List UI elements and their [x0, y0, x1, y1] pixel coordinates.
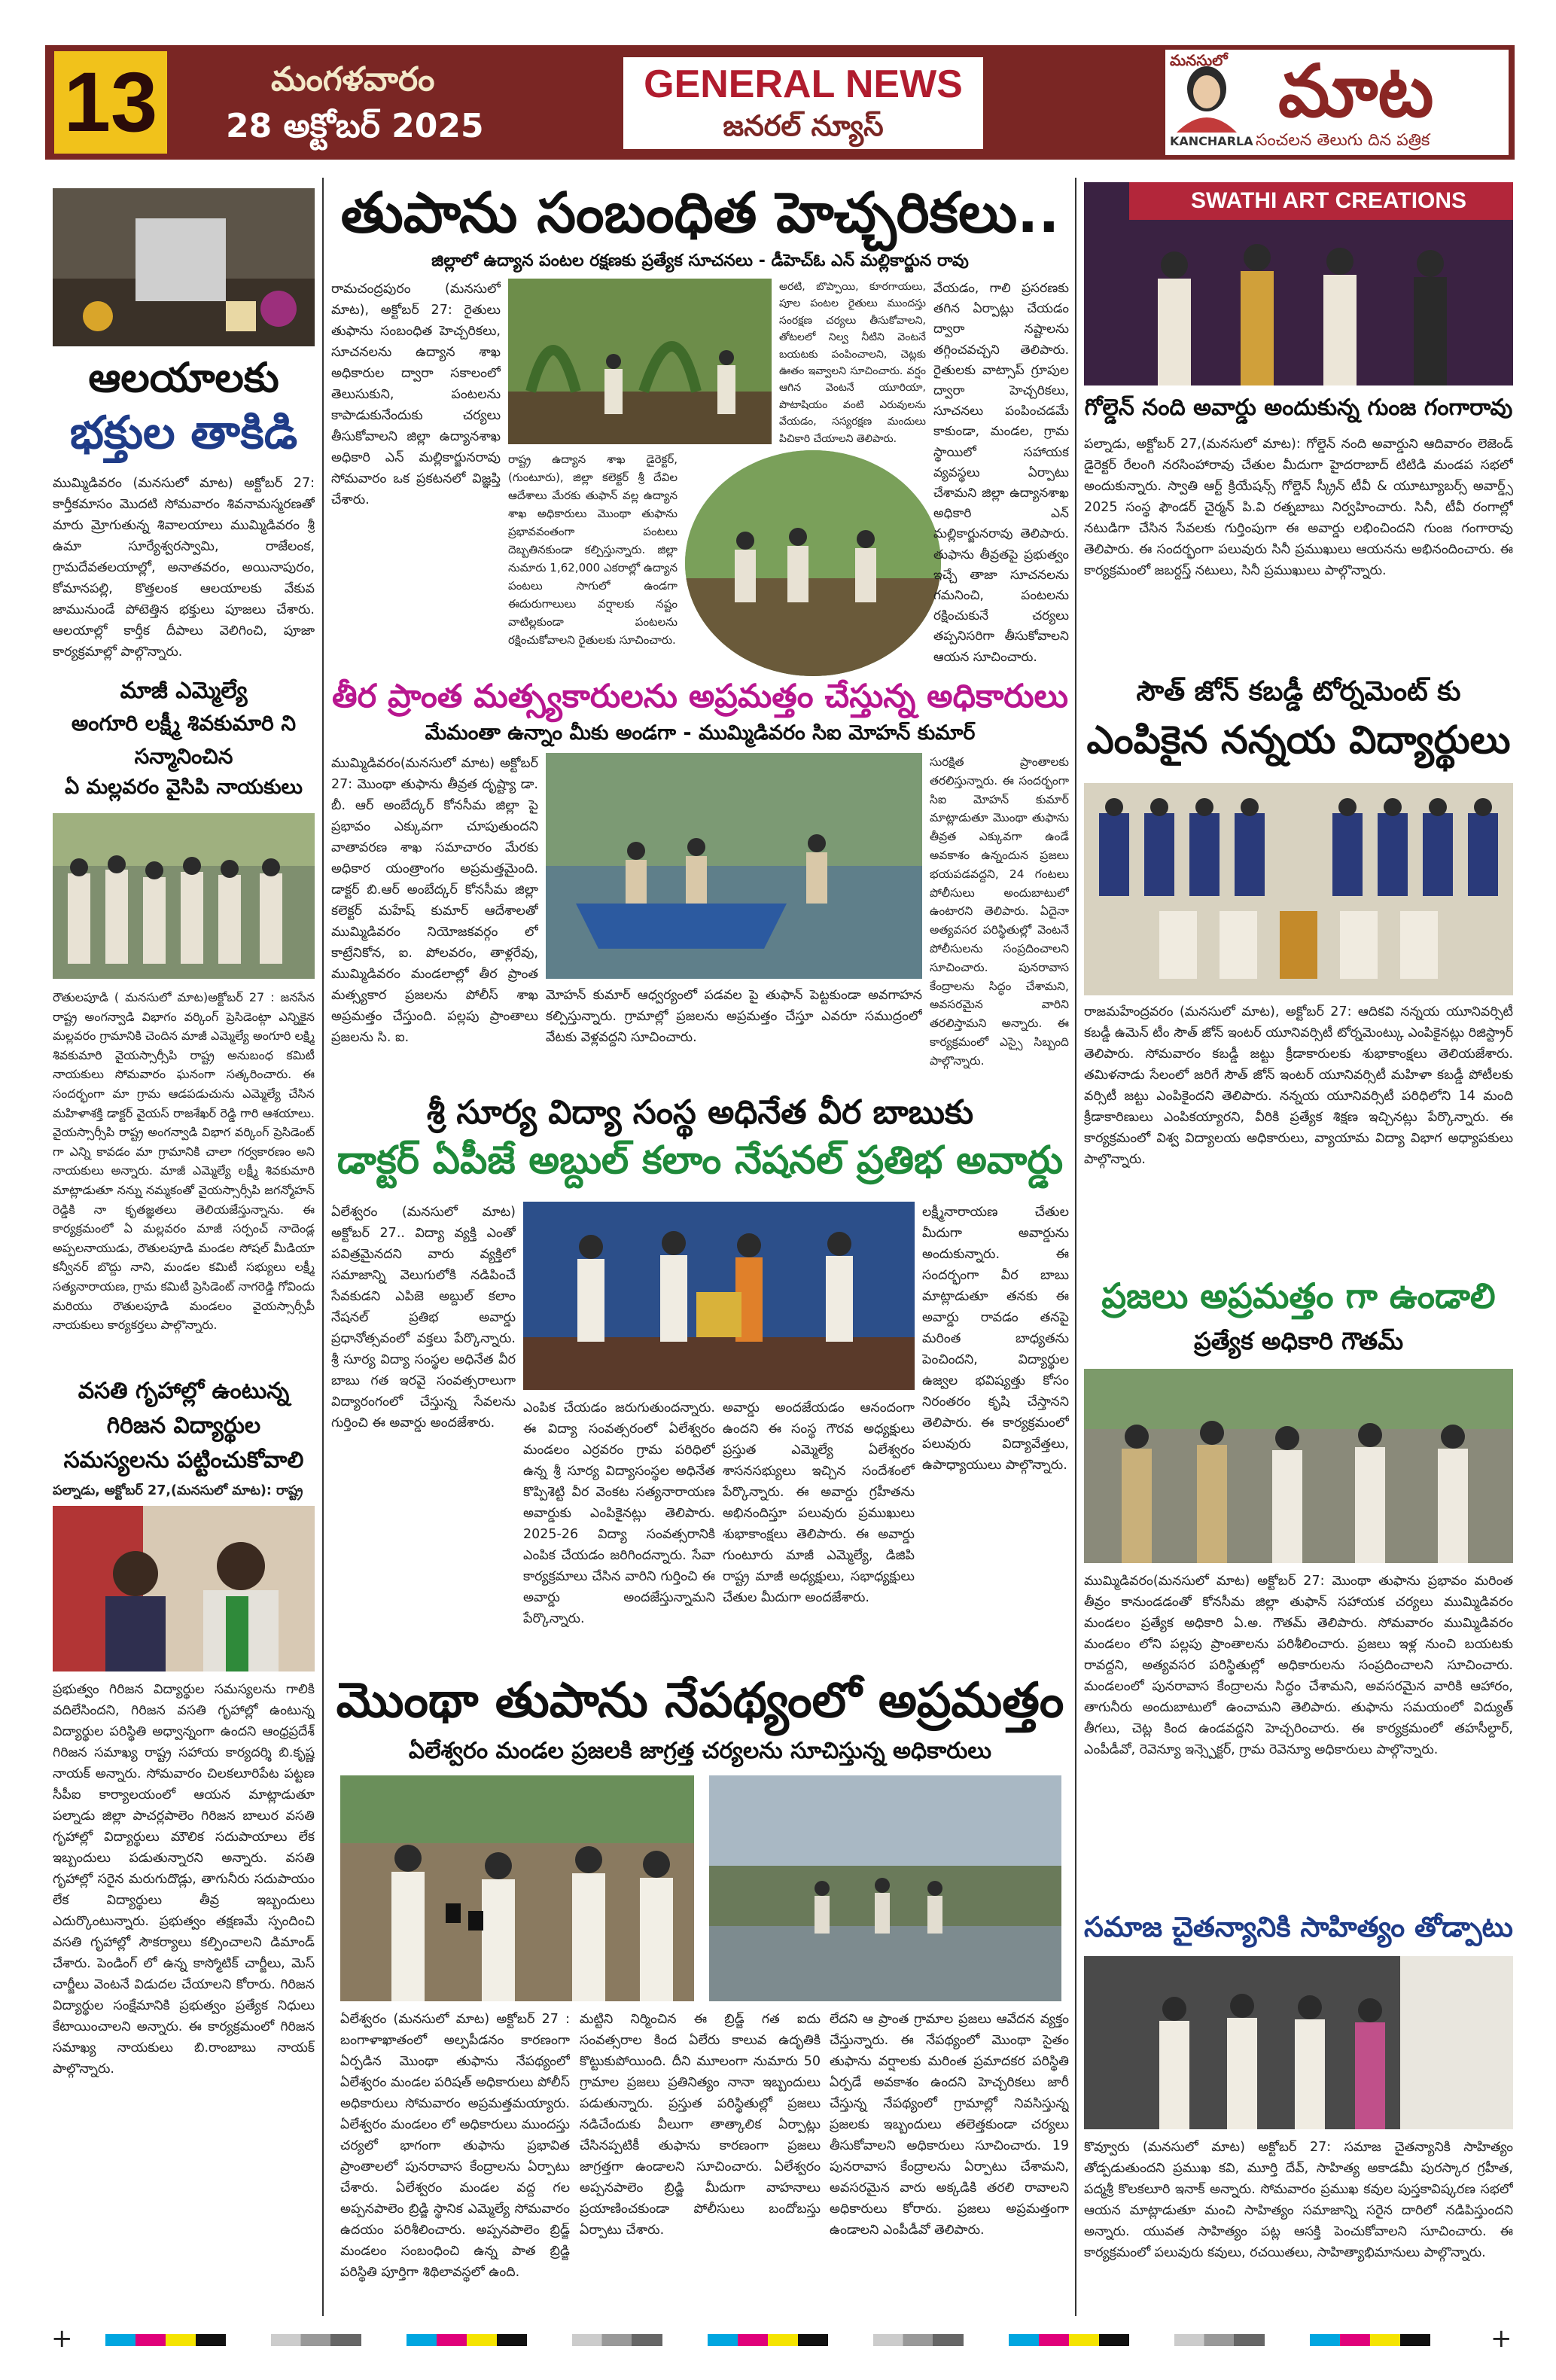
montha-col2: మట్టిని నిర్మించిన ఈ బ్రిడ్జ్ గత ఐదు సంవత్సరాల కింద ఏలేరు కాలువ ఉదృతికి కొట్టుకుపోయింది. దీని మూలంగా నుమారు 50 గ్రామాల ప్రజలు ప్రతినిత్యం నానా ఇబ్బందులు పడుతున్నారు. ప్రస్తుత పరిస్థితుల్లో ప్రజలు నడిచేందుకు వీలుగా తాత్కాలిక ఏర్పాట్లు చేసినప్పటికీ తుఫాను కారణంగా ప్రజలు జాగ్రత్తగా ఉండాలని సూచించారు. ఏలేశ్వరం అప్పనపాలెం బ్రిడ్జి మీదుగా వాహనాలు ప్రయాణించకుండా పోలీసులు బందోబస్తు ఏర్పాటు చేశారు. [580, 2012, 821, 2238]
gray-bar [873, 2334, 964, 2346]
special-officer-photo [1084, 1369, 1513, 1563]
hostel-headline-3: సమస్యలను పట్టించుకోవాలి [63, 1447, 304, 1473]
cyclone-alert-col4: వేయడం, గాలి ప్రసరణకు తగిన ఏర్పాట్లు చేయడం ద్వారా నష్టాలను తగ్గించవచ్చని తెలిపారు. రైతులకు వాట్సాప్ గ్రూపుల ద్వారా హెచ్చరికలు, సూచనలు పంపించడమే కాకుండా, మండల, గ్రామ స్థాయిలో సహాయక వ్యవస్థలు ఏర్పాటు చేశామని జిల్లా ఉద్యానశాఖ అధికారి ఎన్ మల్లికార్జునరావు తెలిపారు. తుఫాను తీవ్రతపై ప్రభుత్వం ఇచ్చే తాజా సూచనలను గమనించి, పంటలను రక్షించుకునే చర్యలు తప్పనిసరిగా తీసుకోవాలని ఆయన సూచించారు. [933, 281, 1069, 665]
cyclone-alert-col3-top: అరటి, బొప్పాయి, కూరగాయలు, పూల పంటల రైతులు ముందస్తు సంరక్షణ చర్యలు తీసుకోవాలని, తోటలలో నిల్వ నీటిని వెంటనే బయటకు పంపించాలని, చెట్లకు ఊతం ఇవ్వాలని సూచించారు. వర్షం ఆగిన వెంటనే యూరియా, పొటాషియం వంటి ఎరువులను వేయడం, సస్యరక్షణ మందులు పిచికారి చేయాలని తెలిపారు. [779, 281, 926, 445]
kabaddi-team-photo [1084, 783, 1513, 995]
mla-headline-1: మాజీ ఎమ్మెల్యే [120, 678, 248, 704]
kabaddi-headline-1: సౌత్ జోన్ కబడ్డీ టోర్నమెంట్ కు [1136, 676, 1461, 707]
literature-headline: సమాజ చైతన్యానికి సాహిత్యం తోడ్పాటు [1084, 1911, 1513, 1943]
temple-photo [53, 188, 315, 346]
hostel-byline: పల్నాడు, అక్టోబర్ 27,(మనసులో మాట): రాష్ట్ర [53, 1483, 303, 1498]
fishermen-headline: తీర ప్రాంత మత్స్యకారులను అప్రమత్తం చేస్తున్న అధికారులు [332, 678, 1068, 715]
officials-media-photo [340, 1775, 694, 2001]
kabaddi-body: రాజమహేంద్రవరం (మనసులో మాట), అక్టోబర్ 27: ఆదికవి నన్నయ యూనివర్సిటీ కబడ్డీ ఉమెన్ టీం సౌత్ జోన్ ఇంటర్ యూనివర్సిటీ టోర్నమెంట్కు ఎంపికైనట్లు రిజిస్ట్రార్ తెలిపారు. సోమవారం కబడ్డీ జట్టు క్రీడాకారులకు శుభాకాంక్షలు తెలియజేశారు. తమిళనాడు సేలంలో జరిగే సౌత్ జోన్ ఇంటర్ యూనివర్సిటీ మహిళా కబడ్డీ పోటీలకు వర్సిటీ జట్టు ఎంపికైందని తెలిపారు. నన్నయ యూనివర్సిటీ పరిధిలోని 14 మంది క్రీడాకారిణులు ఎంపికయ్యారని, వీరికి ప్రత్యేక శిక్షణ ఇచ్చినట్లు పేర్కొన్నారు. ఈ కార్యక్రమంలో విశ్వ విద్యాలయ అధికారులు, వ్యాయామ విద్యా విభాగ అధ్యాపకులు పాల్గొన్నారు. [1084, 1004, 1513, 1167]
award-banner-text: SWATHI ART CREATIONS [1190, 188, 1467, 213]
issue-date: 28 అక్టోబర్ 2025 [226, 107, 484, 145]
temple-article-body: ముమ్మిడివరం (మనసులో మాట) అక్టోబర్ 27: కార్తీకమాసం మొదటి సోమవారం శివనామస్మరణతో మారు మ్రోగుతున్న శివాలయాలు ముమ్మిడివరం శ్రీ ఉమా సూర్యేశ్వరస్వామి, రాజేలంక, గ్రామదేవతలయాల్లో, అనాతవరం, అయినాపురం, కోమానపల్లి, కొత్తలంక ఆలయాలకు వేకువ జామునుండే పోటెత్తిన భక్తులు పూజలు చేశారు. ఆలయాల్లో కార్తీక దీపాలు వెలిగించి, పూజా కార్యక్రమాల్లో పాల్గొన్నారు. [53, 476, 315, 660]
alert-body: ముమ్మిడివరం(మనసులో మాట) అక్టోబర్ 27: మొంథా తుఫాను ప్రభావం మరింత తీవ్రం కానుండడంతో కోనసీమ జిల్లా తుఫాన్ సహాయక చర్యలు ముమ్మిడివరం మండలం ప్రత్యేక అధికారి ఏ.అ. గౌతమ్ తెలిపారు. సోమవారం ముమ్మిడివరం మండలం లోని పల్లపు ప్రాంతాలను పరిశీలించారు. ప్రజలు ఇళ్ల నుంచి బయటకు రావద్దని, అత్యవసర పరిస్థితుల్లో అధికారులను సంప్రదించాలని సూచించారు. మండలంలో పునరావాస కేంద్రాలను సిద్ధం చేశామని, అవసరమైన వారికి ఆహారం, తాగునీరు అందుబాటులో ఉంచామని తెలిపారు. తుఫాను సమయంలో విద్యుత్ తీగలు, చెట్ల కింద ఉండవద్దని హెచ్చరించారు. ఈ కార్యక్రమంలో తహసీల్దార్, ఎంపీడీవో, రెవెన్యూ ఇన్స్పెక్టర్, గ్రామ రెవెన్యూ అధికారులు పాల్గొన్నారు. [1084, 1574, 1513, 1757]
fishermen-col1: ముమ్మిడివరం(మనసులో మాట) అక్టోబర్ 27: మొంథా తుఫాను తీవ్రత దృష్ట్యా డా. బీ. ఆర్ అంబేద్కర్ కోనసీమ జిల్లా పై ప్రభావం ఎక్కువగా చూపుతుందని వాతావరణ శాఖ సమాచారం మేరకు అధికార యంత్రాంగం అప్రమత్తమైంది. డాక్టర్ బి.ఆర్ అంబేద్కర్ కోనసీమ జిల్లా కలెక్టర్ మహేష్ కుమార్ ఆదేశాలతో ముమ్మిడివరం నియోజకవర్గం లో కాట్రేనికోన, ఐ. పోలవరం, తాళ్లరేవు, ముమ్మిడివరం మండలాల్లో తీర ప్రాంత మత్స్యకార ప్రజలను పోలీస్ శాఖ అప్రమత్తం చేస్తుంది. పల్లపు ప్రాంతాలు ప్రజలను సి. ఐ. [331, 756, 538, 1045]
logo-top-text: మనసులో [1170, 51, 1228, 69]
mla-headline-2: అంగూరి లక్ష్మీ శివకుమారి ని [71, 711, 297, 736]
column-rule [322, 178, 324, 2316]
color-bar [105, 2334, 226, 2346]
montha-col1: ఏలేశ్వరం (మనసులో మాట) అక్టోబర్ 27 : బంగాళాఖాతంలో అల్పపీడనం కారణంగా ఏర్పడిన మొంథా తుఫాను నేపథ్యంలో ఏలేశ్వరం మండల పరిషత్ అధికారులు పోలీస్ అధికారులు సోమవారం అప్రమత్తమయ్యారు. ఏలేశ్వరం మండలం లో అధికారులు ముందస్తు చర్యలో భాగంగా తుఫాను ప్రభావిత ప్రాంతాలలో పునరావాస కేంద్రాలను ఏర్పాటు చేశారు. ఏలేశ్వరం మండల వద్ద గల అప్పనపాలెం బ్రిడ్జి స్థానిక ఎమ్మెల్యే సోమవారం ఉదయం పరిశీలించారు. అప్పనపాలెం బ్రిడ్జ్ మండలం సంబంధించి ఉన్న పాత బ్రిడ్జి పరిస్థితి పూర్తిగా శిథిలావస్థలో ఉంది. [340, 2012, 570, 2280]
color-bar [1009, 2334, 1129, 2346]
newspaper-logo[interactable] [1165, 50, 1509, 155]
logo-kancharla: KANCHARLA [1170, 134, 1253, 148]
fishermen-col3: సురక్షిత ప్రాంతాలకు తరలిస్తున్నారు. ఈ సందర్భంగా సిఐ మోహన్ కుమార్ మాట్లాడుతూ మొంథా తుఫాను తీవ్రత ఎక్కువగా ఉండే అవకాశం ఉన్నందున ప్రజలు భయపడవద్దని, 24 గంటలు పోలీసులు అందుబాటులో ఉంటారని తెలిపారు. ఏదైనా అత్యవసర పరిస్థితుల్లో వెంటనే పోలీసులను సంప్రదించాలని సూచించారు. పునరావాస కేంద్రాలను సిద్ధం చేశామని, అవసరమైన వారిని తరలిస్తామని అన్నారు. ఈ కార్యక్రమంలో ఎస్సై సిబ్బంది పాల్గొన్నారు. [930, 755, 1069, 1068]
hostel-photo [53, 1506, 315, 1671]
montha-headline: మొంథా తుపాను నేపథ్యంలో అప్రమత్తం [336, 1673, 1064, 1729]
award-col3: ఎంపిక చేయడం జరుగుతుందన్నారు. ఈ విద్యా సంవత్సరంలో ఏలేశ్వరం మండలం ఎర్రవరం గ్రామ పరిధిలో ఉన్న శ్రీ సూర్య విద్యాసంస్థల అధినేత కొప్పిశెట్టి వీర వెంకట సత్యనారాయణ అవార్డుకు ఎంపికైనట్లు తెలిపారు. 2025-26 విద్యా సంవత్సరానికి ఎంపిక చేయడం జరిగిందన్నారు. సేవా కార్యక్రమాలు చేసిన వారిని గుర్తించి ఈ అవార్డు అందజేస్తున్నామని పేర్కొన్నారు. [523, 1400, 715, 1626]
award-headline-2: డాక్టర్ ఏపీజే అబ్దుల్ కలాం నేషనల్ ప్రతిభ అవార్డు [336, 1138, 1064, 1183]
temple-headline-1: ఆలయాలకు [88, 354, 279, 401]
issue-day: మంగళవారం [271, 60, 435, 99]
golden-nandi-award-photo [1084, 182, 1513, 385]
color-bar [1310, 2334, 1430, 2346]
award-headline-1: శ్రీ సూర్య విద్యా సంస్థ అధినేత వీర బాబుకు [426, 1093, 974, 1132]
print-registration-bar [45, 2324, 1515, 2354]
mla-article-body: రౌతులపూడి ( మనసులో మాట)అక్టోబర్ 27 : జనసేన రాష్ట్ర అంగన్వాడి విభాగం వర్కింగ్ ప్రెసిడెంట్గా ఎన్నికైన మల్లవరం గ్రామానికి చెందిన మాజీ ఎమ్మెల్యే అంగూరి లక్ష్మి శివకుమారి వైయస్సార్సీపి రాష్ట్ర అనుబంధ కమిటీ నాయకులు సోమవారం ఘనంగా సత్కరించారు. ఈ సందర్భంగా మా గ్రామ ఆడపడుచును ఎమ్మెల్యే చేసిన మహిళాశక్తి డాక్టర్ వైయస్ రాజశేఖర్ రెడ్డి గారి ఆశయాలు. వైయస్సార్సీపి రాష్ట్ర అంగన్వాడి విభాగ వర్కింగ్ ప్రెసిడెంట్ గా ఎన్ని కావడం మా గ్రామానికి చాలా గర్వకారణం అని నాయకులు అన్నారు. మాజీ ఎమ్మెల్యే లక్ష్మీ శివకుమారి మాట్లాడుతూ నన్ను నమ్మకంతో వైయస్సార్సీపి జగన్మోహన్ రెడ్డికి నా కృతజ్ఞతలు తెలియజేస్తున్నాను. ఈ కార్యక్రమంలో ఏ మల్లవరం మాజీ సర్పంచ్ నాదెండ్ల అప్పలనాయుడు, రౌతులపూడి మండల సోషల్ మీడియా కన్వీనర్ బొద్దు నాని, మండల కమిటీ సభ్యులు లక్ష్మీ సత్యనారాయణ, గ్రామ కమిటీ ప్రెసిడెంట్ నాగరెడ్డి గోవిందు మరియు రౌతులపూడి మండలం వైయస్సార్సీపీ నాయకులు కార్యకర్తలు పాల్గొన్నారు. [53, 990, 315, 1333]
registration-mark-icon: + [51, 2324, 73, 2354]
logo-tagline: సంచలన తెలుగు దిన పత్రిక [1256, 131, 1430, 150]
literature-body: కొవ్వూరు (మనసులో మాట) అక్టోబర్ 27: సమాజ చైతన్యానికి సాహిత్యం తోడ్పడుతుందని ప్రముఖ కవి, మూర్తి దేవ్, సాహిత్య అకాడమీ పురస్కార గ్రహీత, పద్మశ్రీ కొలకలూరి ఇనాక్ అన్నారు. సోమవారం ప్రముఖ కవుల పుస్తకావిష్కరణ సభలో ఆయన మాట్లాడుతూ మంచి సాహిత్యం సమాజాన్ని సరైన దారిలో నడిపిస్తుందని అన్నారు. యువత సాహిత్యం పట్ల ఆసక్తి పెంచుకోవాలని సూచించారు. ఈ కార్యక్రమంలో పలువురు కవులు, రచయితలు, సాహిత్యాభిమానులు పాల్గొన్నారు. [1084, 2140, 1513, 2260]
color-bar [708, 2334, 828, 2346]
bridge-inspection-photo [709, 1775, 1061, 2001]
mla-headline-3: సన్మానించిన [134, 744, 233, 769]
gray-bar [271, 2334, 361, 2346]
color-bar [407, 2334, 527, 2346]
temple-headline-2: భక్తుల తాకిడి [69, 407, 298, 459]
cyclone-alert-subhead: జిల్లాలో ఉద్యాన పంటల రక్షణకు ప్రత్యేక సూచనలు - డీహెచ్ఓ ఎన్ మల్లికార్జున రావు [431, 251, 969, 270]
alert-headline: ప్రజలు అప్రమత్తం గా ఉండాలి [1101, 1275, 1496, 1316]
literature-event-photo [1084, 1956, 1513, 2129]
montha-subhead: ఏలేశ్వరం మండల ప్రజలకి జాగ్రత్త చర్యలను సూచిస్తున్న అధికారులు [408, 1738, 992, 1764]
montha-col3: లేదని ఆ ప్రాంత గ్రామాల ప్రజలు ఆవేదన వ్యక్తం చేస్తున్నారు. ఈ నేపథ్యంలో మొంథా సైతం తుఫాను వర్షాలకు మరింత ప్రమాదకర పరిస్థితి ఏర్పడే అవకాశం ఉందని హెచ్చరికలు జారీ చేస్తున్న నేపథ్యంలో గ్రామాల్లో నివసిస్తున్న ప్రజలకు ఇబ్బందులు తలెత్తకుండా చర్యలు తీసుకోవాలని అధికారులు సూచించారు. 19 పునరావాస కేంద్రాలను ఏర్పాటు చేశామని, అవసరమైన వారు అక్కడికి తరలి రావాలని అధికారులు కోరారు. ప్రజలు అప్రమత్తంగా ఉండాలని ఎంపీడీవో తెలిపారు. [830, 2012, 1069, 2238]
section-title-en: GENERAL NEWS [644, 62, 963, 106]
fishermen-subhead: మేమంతా ఉన్నాం మీకు అండగా - ముమ్మిడివరం సిఐ మోహన్ కుమార్ [425, 721, 976, 745]
section-title-te: జనరల్ న్యూస్ [723, 109, 884, 142]
registration-mark-icon: + [1491, 2324, 1512, 2354]
gray-bar [1174, 2334, 1265, 2346]
fishermen-boat-photo [546, 753, 922, 979]
golden-nandi-body: పల్నాడు, అక్టోబర్ 27,(మనసులో మాట): గోల్డెన్ నంది అవార్డుని ఆదివారం లెజెండ్ డైరెక్టర్ రేలంగి నరసింహారావు చేతుల మీదుగా హైదరాబాద్ టిటిడి మండప సభలో అందుకున్నారు. స్వాతి ఆర్ట్ క్రియేషన్స్ గోల్డెన్ స్క్రీన్ టీవీ & యూట్యూబర్స్ అవార్డ్స్ 2025 సంస్థ ఫౌండర్ చైర్మన్ పి.వి రత్నబాబు నిర్వహించారు. సినీ, టీవీ రంగాల్లో నటుడిగా చేసిన సేవలకు గుర్తింపుగా ఈ అవార్డు లభించిందని గుంజ గంగారావు తెలిపారు. ఈ సందర్భంగా పలువురు సినీ ప్రముఖులు ఆయనను అభినందించారు. ఈ కార్యక్రమంలో జబర్దస్త్ నటులు, సినీ ప్రముఖులు పాల్గొన్నారు. [1084, 437, 1513, 578]
gray-bar [572, 2334, 662, 2346]
kabaddi-headline-2: ఎంపికైన నన్నయ విద్యార్థులు [1086, 718, 1511, 763]
section-label [623, 57, 983, 149]
award-col1: ఏలేశ్వరం (మనసులో మాట) అక్టోబర్ 27.. విద్యా వ్యక్తి ఎంతో పవిత్రమైనదని వారు వ్యక్తిలో సమాజాన్ని వెలుగులోకి నడిపించే సేవకుడని ఎపిజె అబ్దుల్ కలాం నేషనల్ ప్రతిభ అవార్డు ప్రధానోత్సవంలో వక్తలు పేర్కొన్నారు. శ్రీ సూర్య విద్యా సంస్థల అధినేత వీర బాబు గత ఇరవై సంవత్సరాలుగా విద్యారంగంలో చేస్తున్న సేవలను గుర్తించి ఈ అవార్డు అందజేశారు. [331, 1205, 516, 1431]
page-number: 13 [54, 51, 167, 154]
cyclone-alert-col2: రాష్ట్ర ఉద్యాన శాఖ డైరెక్టర్, (గుంటూరు), జిల్లా కలెక్టర్ శ్రీ దేవిల ఆదేశాలు మేరకు తుఫాన్ వల్ల ఉద్యాన శాఖ అధికారులు మొంథా తుఫాను ప్రభావవంతంగా పంటలు దెబ్బతినకుండా కల్పిస్తున్నారు. జిల్లా నుమారు 1,62,000 ఎకరాల్లో ఉద్యాన పంటలు సాగులో ఉండగా ఈదురుగాలులు వర్షాలకు నష్టం వాటిల్లకుండా పంటలను రక్షించుకోవాలని రైతులకు సూచించారు. [508, 453, 678, 647]
golden-nandi-headline: గోల్డెన్ నంది అవార్డు అందుకున్న గుంజ గంగారావు [1084, 395, 1513, 421]
cyclone-alert-headline: తుపాను సంబంధిత హెచ్చరికలు.. [340, 181, 1060, 245]
cyclone-alert-col1: రామచంద్రపురం (మనసులో మాట), అక్టోబర్ 27: రైతులు తుఫాను సంబంధిత హెచ్చరికలు, సూచనలను ఉద్యాన శాఖ అధికారుల ద్వారా సకాలంలో తెలుసుకుని, పంటలను కాపాడుకునేందుకు చర్యలు తీసుకోవాలని జిల్లా ఉద్యానశాఖ అధికారి ఎన్ మల్లికార్జునరావు సోమవారం ఒక ప్రకటనలో విజ్ఞప్తి చేశారు. [331, 282, 501, 507]
column-rule [1075, 178, 1076, 2316]
mla-felicitation-photo [53, 813, 315, 979]
hostel-headline-1: వసతి గృహాల్లో ఉంటున్న [78, 1378, 290, 1404]
logo-name: మాట [1278, 49, 1434, 133]
field-inspection-photo [685, 450, 941, 676]
fishermen-col2: మోహన్ కుమార్ ఆధ్వర్యంలో పడవల పై తుఫాన్ పెట్టకుండా అవగాహన కల్పిస్తున్నారు. గ్రామాల్లో ప్రజలను అప్రమత్తం చేస్తూ ఎవరూ సముద్రంలో వేటకు వెళ్లవద్దని సూచించారు. [546, 988, 922, 1045]
award-col4: అవార్డు అందజేయడం ఆనందంగా ఉందని ఈ సంస్థ గౌరవ అధ్యక్షులు ప్రస్తుత ఎమ్మెల్యే ఏలేశ్వరం శాసనసభ్యులు ఇచ్చిన సందేశంలో పేర్కొన్నారు. ఈ అవార్డు గ్రహీతను అభినందిస్తూ పలువురు ప్రముఖులు శుభాకాంక్షలు తెలిపారు. ఈ అవార్డు గుంటూరు మాజీ ఎమ్మెల్యే, డిజిపి రాష్ట్ర మాజీ అధ్యక్షులు, సభాధ్యక్షులు చేతుల మీదుగా అందజేశారు. [723, 1400, 915, 1605]
award-ceremony-photo [523, 1202, 915, 1390]
hostel-headline-2: గిరిజన విద్యార్థుల [106, 1412, 261, 1439]
hostel-article-body: ప్రభుత్వం గిరిజన విద్యార్థుల సమస్యలను గాలికి వదిలేసిందని, గిరిజన వసతి గృహాల్లో ఉంటున్న విద్యార్థుల పరిస్థితి అధ్వాన్నంగా ఉందని ఆంధ్రప్రదేశ్ గిరిజన సమాఖ్య రాష్ట్ర సహాయ కార్యదర్శి బి.కృష్ణ నాయక్ అన్నారు. సోమవారం చిలకలూరిపేట పట్టణ సీపీఐ కార్యాలయంలో ఆయన మాట్లాడుతూ పల్నాడు జిల్లా పాచర్లపాలెం గిరిజన బాలుర వసతి గృహాల్లో విద్యార్థులు మౌలిక సదుపాయాలు లేక ఇబ్బందులు పడుతున్నారని అన్నారు. వసతి గృహాల్లో సరైన మరుగుదొడ్లు, తాగునీరు సదుపాయం లేక విద్యార్థులు తీవ్ర ఇబ్బందులు ఎదుర్కొంటున్నారు. ప్రభుత్వం తక్షణమే స్పందించి వసతి గృహాల్లో సౌకర్యాలు కల్పించాలని డిమాండ్ చేశారు. పెండింగ్ లో ఉన్న కాస్మోటిక్ చార్జీలు, మెస్ చార్జీలు వెంటనే విడుదల చేయాలని కోరారు. గిరిజన విద్యార్థుల సంక్షేమానికి ప్రభుత్వం ప్రత్యేక నిధులు కేటాయించాలని అన్నారు. ఈ కార్యక్రమంలో గిరిజన సమాఖ్య నాయకులు బి.రాంబాబు నాయక్ పాల్గొన్నారు. [53, 1682, 315, 2077]
alert-subhead: ప్రత్యేక అధికారి గౌతమ్ [1193, 1327, 1404, 1355]
banana-farm-photo [508, 279, 772, 444]
award-col2: లక్ష్మీనారాయణ చేతుల మీదుగా అవార్డును అందుకున్నారు. ఈ సందర్భంగా వీర బాబు మాట్లాడుతూ తనకు ఈ అవార్డు రావడం తనపై మరింత బాధ్యతను పెంచిందని, విద్యార్థుల ఉజ్వల భవిష్యత్తు కోసం నిరంతరం కృషి చేస్తానని తెలిపారు. ఈ కార్యక్రమంలో పలువురు విద్యావేత్తలు, ఉపాధ్యాయులు పాల్గొన్నారు. [922, 1205, 1069, 1473]
mla-headline-4: ఏ మల్లవరం వైసిపి నాయకులు [64, 776, 303, 799]
